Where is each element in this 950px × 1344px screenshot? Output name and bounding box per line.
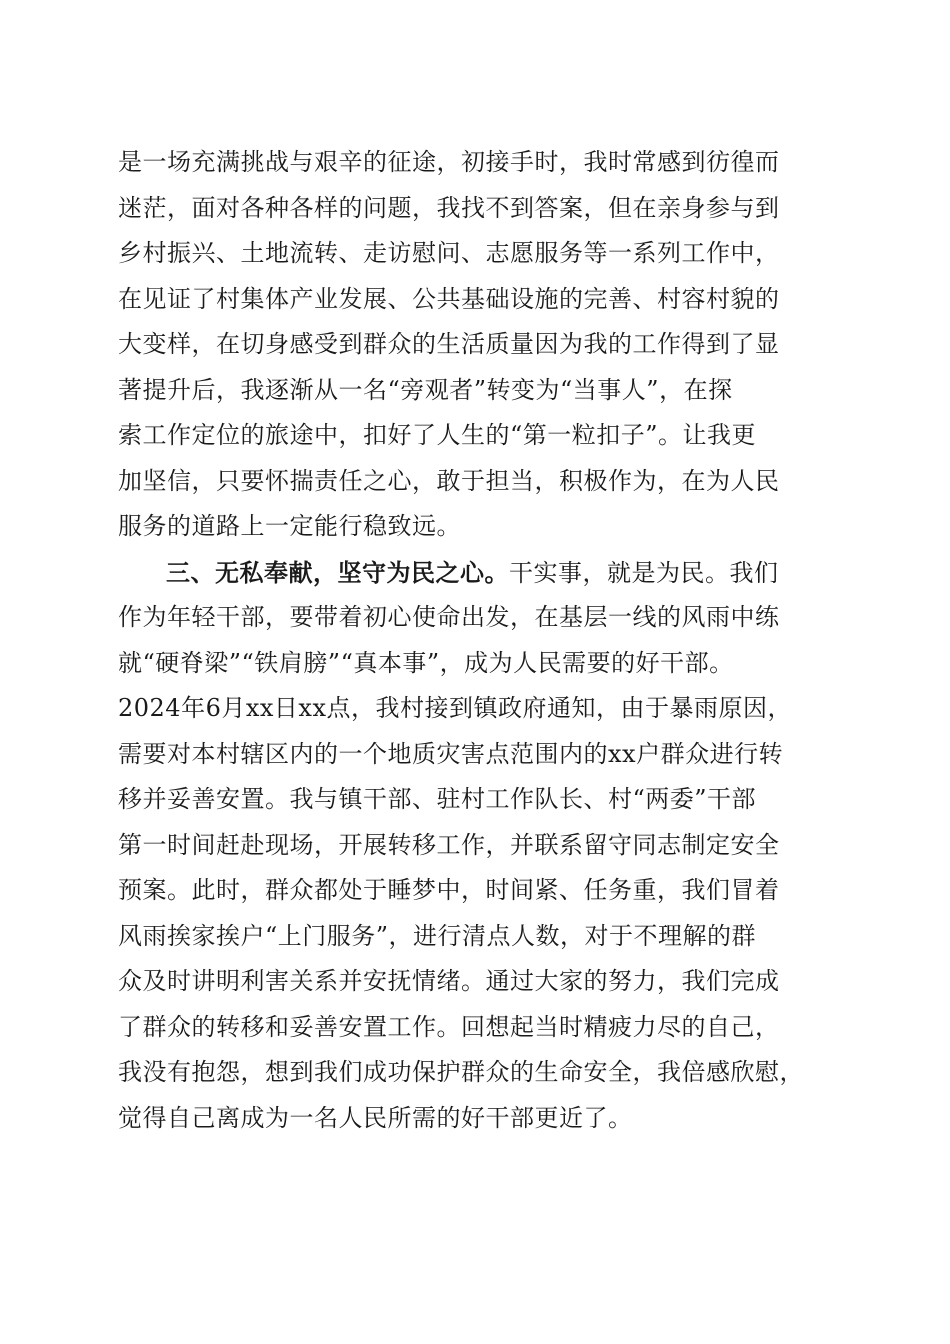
text-line: 觉得自己离成为一名人民所需的好干部更近了。 xyxy=(118,1103,633,1132)
text-line: 在见证了村集体产业发展、公共基础设施的完善、村容村貌的 xyxy=(118,284,780,313)
text-line: 迷茫，面对各种各样的问题，我找不到答案，但在亲身参与到 xyxy=(118,193,780,222)
text-line: 我没有抱怨，想到我们成功保护群众的生命安全，我倍感欣慰， xyxy=(118,1058,804,1086)
text-line: 了群众的转移和妥善安置工作。回想起当时精疲力尽的自己， xyxy=(118,1012,780,1041)
text-line: 索工作定位的旅途中，扣好了人生的“第一粒扣子”。让我更 xyxy=(118,421,757,449)
text-line: 风雨挨家挨户“上门服务”，进行清点人数，对于不理解的群 xyxy=(118,921,757,950)
paragraph-1 xyxy=(118,140,838,550)
document-body xyxy=(118,140,838,1141)
text-line: 服务的道路上一定能行稳致远。 xyxy=(118,512,461,540)
text-line: 著提升后，我逐渐从一名“旁观者”转变为“当事人”，在探 xyxy=(118,375,733,404)
section-heading: 三、无私奉献，坚守为民之心。 xyxy=(166,557,509,587)
text-line: 乡村振兴、土地流转、走访慰问、志愿服务等一系列工作中， xyxy=(118,239,780,267)
text-line: 是一场充满挑战与艰辛的征途，初接手时，我时常感到彷徨而 xyxy=(118,148,780,176)
text-line: 众及时讲明利害关系并安抚情绪。通过大家的努力，我们完成 xyxy=(118,967,780,995)
text-line: 需要对本村辖区内的一个地质灾害点范围内的xx户群众进行转 xyxy=(118,739,784,768)
text-line xyxy=(118,550,838,596)
text-line: 第一时间赶赴现场，开展转移工作，并联系留守同志制定安全 xyxy=(118,830,780,859)
text-line: 加坚信，只要怀揣责任之心，敢于担当，积极作为，在为人民 xyxy=(118,466,780,495)
text-line: 2024年6月xx日xx点，我村接到镇政府通知，由于暴雨原因， xyxy=(118,694,792,722)
paragraph-2 xyxy=(118,550,838,1142)
heading-line-text: 干实事，就是为民。我们 xyxy=(509,558,779,587)
text-line: 预案。此时，群众都处于睡梦中，时间紧、任务重，我们冒着 xyxy=(118,876,780,904)
text-line: 作为年轻干部，要带着初心使命出发，在基层一线的风雨中练 xyxy=(118,603,780,631)
text-line: 就“硬脊梁”“铁肩膀”“真本事”，成为人民需要的好干部。 xyxy=(118,648,734,677)
text-line: 移并妥善安置。我与镇干部、驻村工作队长、村“两委”干部 xyxy=(118,785,757,813)
text-line: 大变样，在切身感受到群众的生活质量因为我的工作得到了显 xyxy=(118,330,780,358)
